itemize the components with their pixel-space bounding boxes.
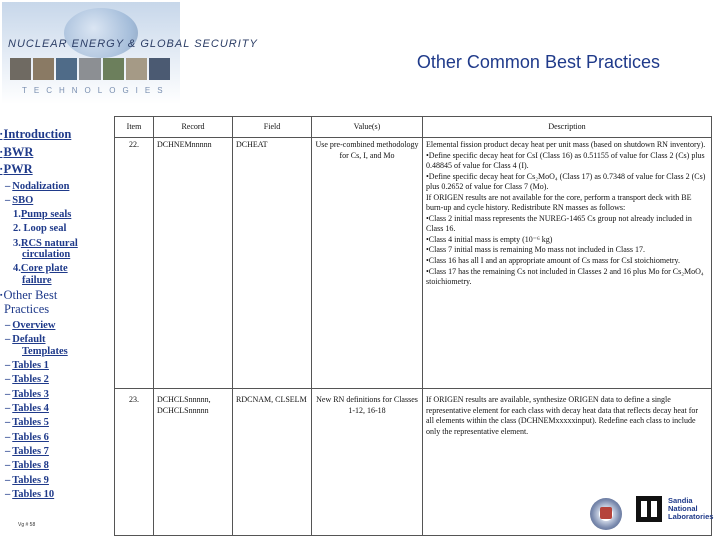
header-item: Item [115,117,154,138]
nav-loop-seal[interactable]: 2. Loop seal [13,223,67,235]
nav-tables-9[interactable]: – Tables 9 [0,475,104,486]
nav-label: Pump seals [20,209,72,221]
cell-item: 23. [115,389,154,536]
header-description: Description [423,117,712,138]
cell-description [423,138,712,389]
description-line: •Class 17 has the remaining Cs not included in Classes 2 and 16 plus Mo for Cs₂MoO₄ stoichiometry. [426,266,704,287]
nav-other-best-practices[interactable] [0,289,104,316]
nav-label-cont: Practices [4,301,50,316]
sandia-line: National [668,503,698,513]
best-practices-table [114,116,712,536]
cell-field: DCHEAT [233,138,312,389]
description-line: •Class 16 has all I and an appropriate amount of Cs mass for CsI stoichiometry. [426,256,681,266]
nav-label-cont: Templates [22,345,68,357]
description-line: •Define specific decay heat for Cs₂MoO₄ (Class 17) as 0.7348 of value for Class 2 (Cs) plus 0.2652 of value for Class 7 (Mo). [426,171,706,192]
sandia-logo-text [668,497,720,521]
nav-introduction[interactable]: ▪ Introduction [0,128,104,142]
nav-label: Other Best [3,288,58,303]
page-title: Other Common Best Practices [416,52,660,72]
sandia-line: Sandia [668,496,693,505]
nav-label: Core plate [20,263,68,275]
nav-core-plate-failure[interactable] [0,263,104,286]
nav-tables-6[interactable]: – Tables 6 [0,432,104,443]
nav-default-templates[interactable] [0,334,104,357]
cell-record: DCHCLSnnnnn, DCHCLSnnnnn [154,389,233,536]
nav-tables-7[interactable]: – Tables 7 [0,446,104,457]
description-line: •Class 4 initial mass is empty (10⁻⁶ kg) [426,234,553,244]
logo-text: NUCLEAR ENERGY & GLOBAL SECURITY [8,38,258,50]
nav-number: 1. [13,209,21,221]
photo-thumb [33,58,54,80]
nav-sbo[interactable]: – SBO [0,195,104,206]
cell-item: 22. [115,138,154,389]
nav-number: 4. [13,263,21,275]
header-field: Field [233,117,312,138]
photo-strip [10,58,170,80]
header-value: Value(s) [312,117,423,138]
table-row [115,138,712,389]
cell-value: New RN definitions for Classes 1-12, 16-18 [312,389,423,536]
nav-tables-10[interactable]: – Tables 10 [0,489,104,500]
nav-tables-5[interactable]: – Tables 5 [0,417,104,428]
nav-label-cont: circulation [22,249,71,261]
sandia-thunderbird-icon [636,496,662,522]
header-record: Record [154,117,233,138]
cell-value: Use pre-combined methodology for Cs, I, and Mo [312,138,423,389]
table-header-row [115,117,712,138]
description-line: If ORIGEN results are available, synthesize ORIGEN data to define a single representative element for each class with decay heat data that reflects decay heat for all elements within the class (DCHNEMxxxxxinput). Redefine each class to include only the representative element. [426,395,699,436]
sandia-line: Laboratories [668,511,714,521]
nav-nodalization[interactable]: – Nodalization [0,181,104,192]
photo-thumb [79,58,100,80]
nav-overview[interactable]: – Overview [0,320,104,331]
nav-label-cont: failure [22,274,52,286]
photo-thumb [103,58,124,80]
photo-thumb [10,58,31,80]
nav-pump-seals[interactable] [0,209,104,220]
description-line: If ORIGEN results are not available for the core, perform a transport deck with BE burn-up and cycle history. Redistribute RN masses as follows: [426,192,692,213]
nav-pwr[interactable]: ▪ PWR [0,163,104,177]
nav-label: RCS natural [20,237,78,249]
nav-tables-4[interactable]: – Tables 4 [0,403,104,414]
description-line: •Class 2 initial mass represents the NUREG-1465 Cs group not already included in Class 16. [426,213,692,234]
photo-thumb [126,58,147,80]
description-line: •Class 7 initial mass is remaining Mo mass not included in Class 17. [426,245,646,255]
description-line: •Define specific decay heat for CsI (Class 16) as 0.51155 of value for Class 2 (Cs) plus 0.48845 of value for Class 4 (I). [426,150,705,171]
doe-seal-icon [590,498,622,530]
photo-thumb [56,58,77,80]
nav-tables-8[interactable]: – Tables 8 [0,460,104,471]
nuclear-energy-logo [2,2,258,104]
nav-number: 3. [13,237,21,249]
globe-icon [64,8,138,58]
sidebar-nav [0,128,104,503]
nav-tables-2[interactable]: – Tables 2 [0,374,104,385]
description-line: Elemental fission product decay heat per unit mass (based on shutdown RN inventory). [426,140,706,149]
nav-bwr[interactable]: ▪ BWR [0,146,104,160]
nav-tables-3[interactable]: – Tables 3 [0,389,104,400]
page-number: Vg # 58 [18,522,36,528]
nav-label: Default [12,334,46,346]
nav-tables-1[interactable]: – Tables 1 [0,360,104,371]
photo-thumb [149,58,170,80]
nav-rcs-natural-circulation[interactable] [0,238,104,261]
cell-field: RDCNAM, CLSELM [233,389,312,536]
logo-subtitle: TECHNOLOGIES [22,86,170,95]
header-banner [0,0,720,112]
cell-record: DCHNEMnnnnn [154,138,233,389]
